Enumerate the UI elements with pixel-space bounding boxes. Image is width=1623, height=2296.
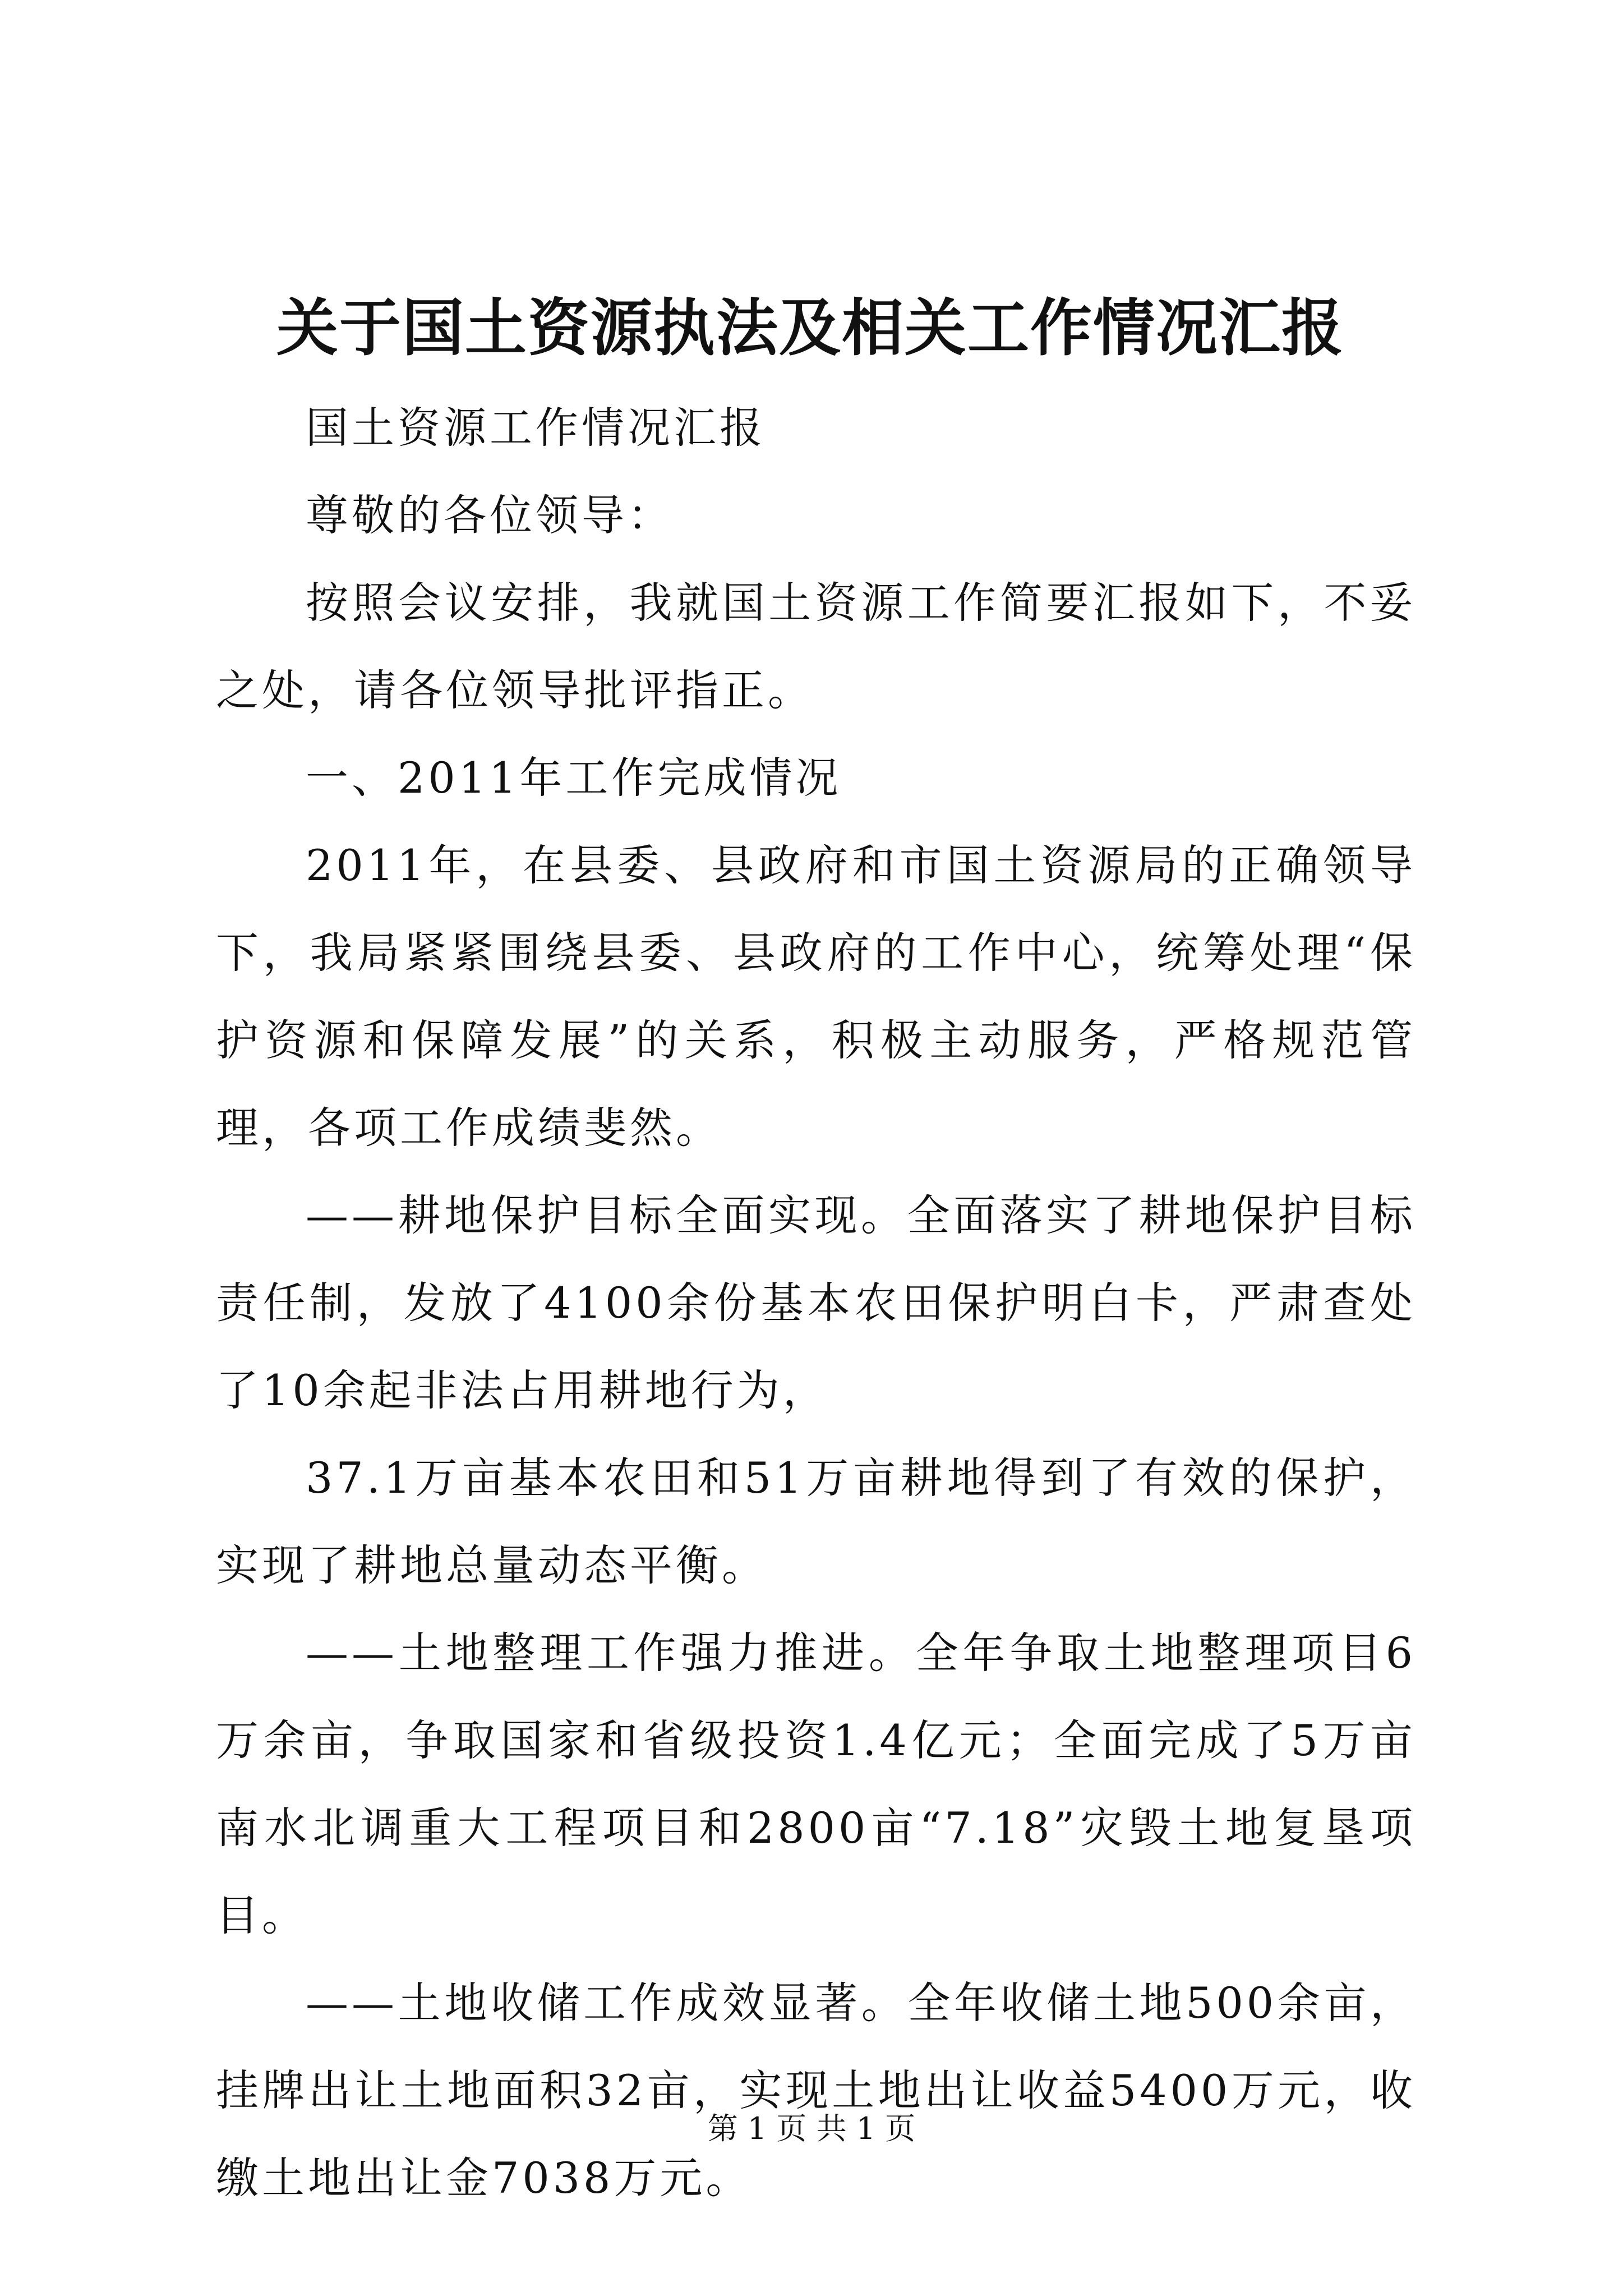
paragraph-section-heading: 一、2011年工作完成情况	[306, 753, 842, 803]
paragraph-farmland-protection: ——耕地保护目标全面实现。全面落实了耕地保护目标责任制，发放了4100余份基本农田保护明白卡，严肃查处了10余起非法占用耕地行为，	[216, 1190, 1416, 1415]
paragraph-salutation: 尊敬的各位领导：	[306, 490, 674, 540]
paragraph-subtitle: 国土资源工作情况汇报	[306, 403, 766, 453]
document-body	[216, 384, 1416, 2222]
page-number-footer: 第 1 页 共 1 页	[707, 2111, 916, 2146]
paragraph-land-reserve: ——土地收储工作成效显著。全年收储土地500余亩，挂牌出让土地面积32亩，实现土地出让收益5400万元，收缴土地出让金7038万元。	[216, 1978, 1416, 2203]
paragraph-intro: 按照会议安排，我就国土资源工作简要汇报如下，不妥之处，请各位领导批评指正。	[216, 578, 1416, 715]
document-title: 关于国土资源执法及相关工作情况汇报	[276, 292, 1344, 364]
paragraph-land-consolidation: ——土地整理工作强力推进。全年争取土地整理项目6万余亩，争取国家和省级投资1.4亿元；全面完成了5万亩南水北调重大工程项目和2800亩“7.18”灾毁土地复垦项目。	[216, 1628, 1416, 1940]
paragraph-overview: 2011年，在县委、县政府和市国土资源局的正确领导下，我局紧紧围绕县委、县政府的工作中心，统筹处理“保护资源和保障发展”的关系，积极主动服务，严格规范管理，各项工作成绩斐然。	[216, 840, 1416, 1153]
paragraph-farmland-result: 37.1万亩基本农田和51万亩耕地得到了有效的保护，实现了耕地总量动态平衡。	[216, 1453, 1416, 1590]
